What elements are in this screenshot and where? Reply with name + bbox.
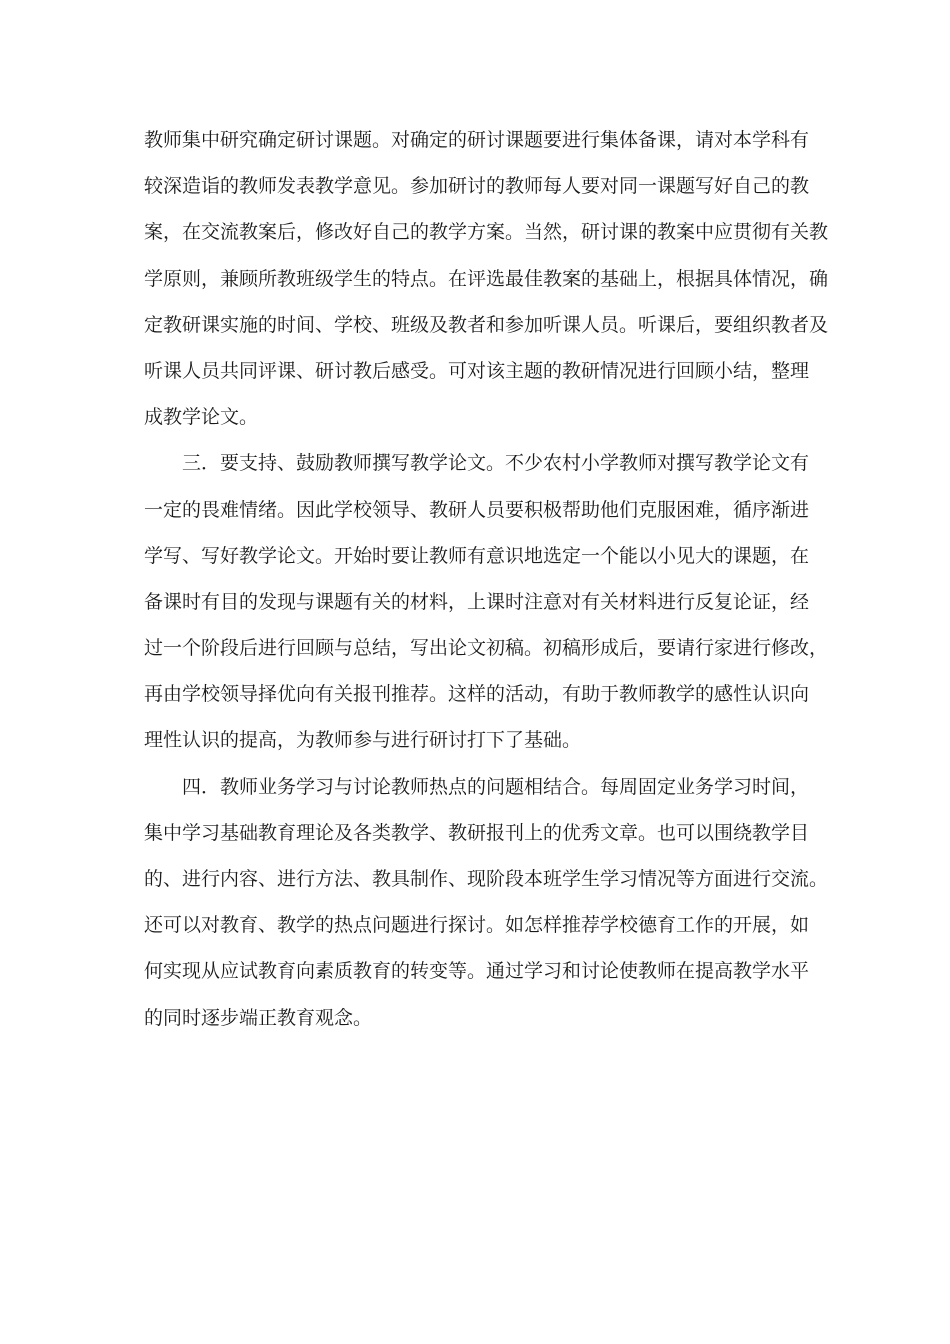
text-line: 再由学校领导择优向有关报刊推荐。这样的活动，有助于教师教学的感性认识向 — [144, 683, 810, 706]
text-line: 备课时有目的发现与课题有关的材料，上课时注意对有关材料进行反复论证，经 — [144, 590, 810, 613]
text-line: 的、进行内容、进行方法、教具制作、现阶段本班学生学习情况等方面进行交流。 — [144, 868, 829, 890]
text-line: 何实现从应试教育向素质教育的转变等。通过学习和讨论使教师在提高教学水平 — [144, 960, 810, 983]
text-line: 集中学习基础教育理论及各类教学、教研报刊上的优秀文章。也可以围绕教学目 — [144, 821, 810, 844]
text-line: 理性认识的提高，为教师参与进行研讨打下了基础。 — [144, 729, 582, 752]
text-line: 教师集中研究确定研讨课题。对确定的研讨课题要进行集体备课，请对本学科有 — [144, 129, 810, 151]
document-body — [144, 117, 829, 1041]
paragraph-2 — [144, 440, 829, 763]
text-line: 成教学论文。 — [144, 406, 259, 429]
text-line: 较深造诣的教师发表教学意见。参加研讨的教师每人要对同一课题写好自己的教 — [144, 175, 810, 198]
text-line: 过一个阶段后进行回顾与总结，写出论文初稿。初稿形成后，要请行家进行修改， — [144, 637, 829, 660]
text-line: 定教研课实施的时间、学校、班级及教者和参加听课人员。听课后，要组织教者及 — [144, 313, 829, 336]
text-line: 学写、写好教学论文。开始时要让教师有意识地选定一个能以小见大的课题，在 — [144, 544, 810, 567]
text-line: 还可以对教育、教学的热点问题进行探讨。如怎样推荐学校德育工作的开展，如 — [144, 914, 810, 937]
text-line: 三．要支持、鼓励教师撰写教学论文。不少农村小学教师对撰写教学论文有 — [182, 452, 810, 475]
paragraph-1 — [144, 117, 829, 440]
text-line: 学原则，兼顾所教班级学生的特点。在评选最佳教案的基础上，根据具体情况，确 — [144, 267, 829, 290]
text-line: 听课人员共同评课、研讨教后感受。可对该主题的教研情况进行回顾小结，整理 — [144, 359, 810, 382]
text-line: 一定的畏难情绪。因此学校领导、教研人员要积极帮助他们克服困难，循序渐进 — [144, 498, 810, 521]
text-line: 的同时逐步端正教育观念。 — [144, 1006, 373, 1029]
text-line: 四．教师业务学习与讨论教师热点的问题相结合。每周固定业务学习时间， — [182, 775, 810, 798]
text-line: 案，在交流教案后，修改好自己的教学方案。当然，研讨课的教案中应贯彻有关教 — [144, 221, 829, 244]
paragraph-3 — [144, 764, 829, 1041]
